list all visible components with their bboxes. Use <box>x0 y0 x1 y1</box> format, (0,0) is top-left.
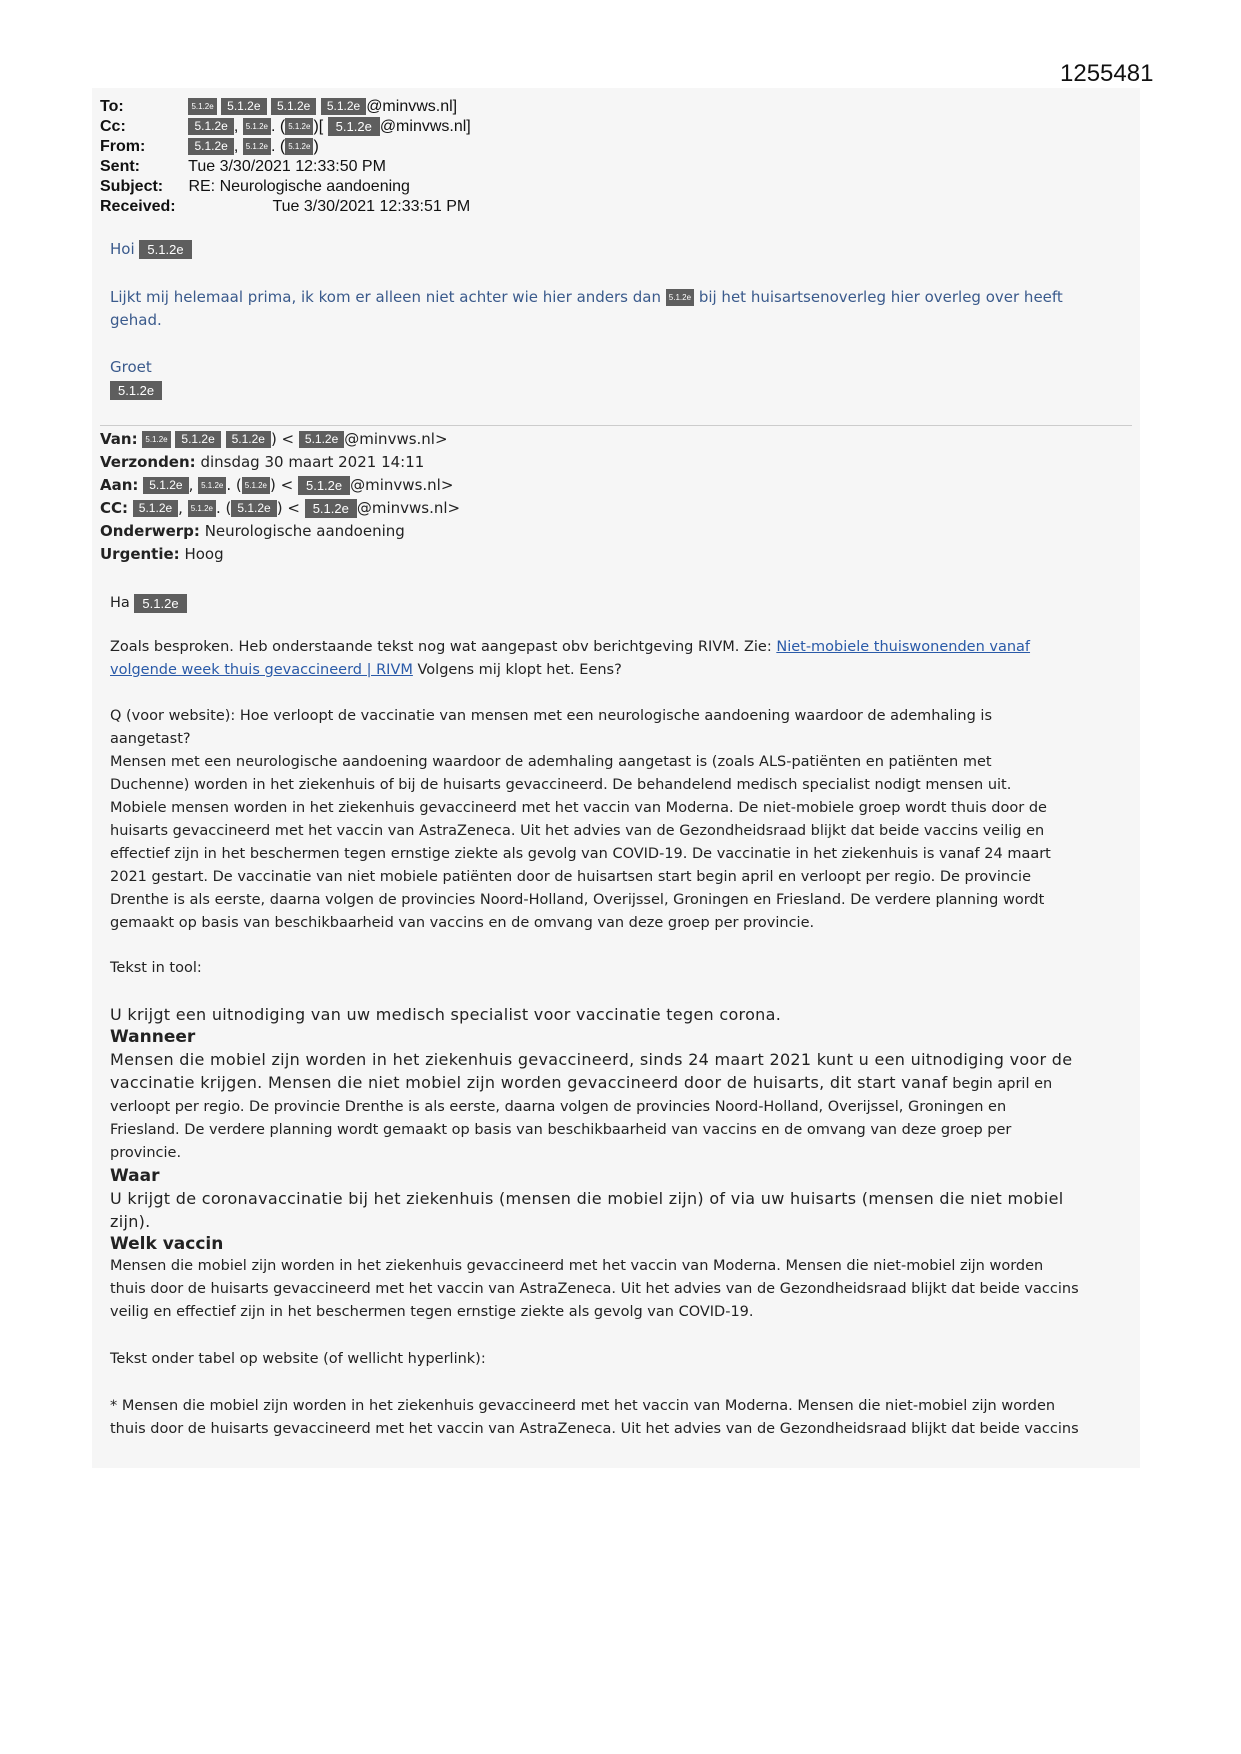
separator <box>100 425 1132 426</box>
sent-value: Tue 3/30/2021 12:33:50 PM <box>188 158 386 175</box>
waar-heading: Waar <box>110 1166 160 1186</box>
urgentie-label: Urgentie: <box>100 545 180 563</box>
subject-label: Subject: <box>100 178 164 195</box>
answer-line: Mensen met een neurologische aandoening waardoor de ademhaling aangetast is (zoals ALS-patiënten en patiënten met <box>110 754 992 770</box>
urgentie-row <box>100 543 1130 566</box>
rivm-link[interactable]: Niet-mobiele thuiswonenden vanaf <box>776 639 1031 655</box>
cc-label: Cc: <box>100 118 126 135</box>
reply-paragraph <box>110 286 1110 332</box>
redaction: 5.1.2e <box>133 500 178 517</box>
van-label: Van: <box>100 430 138 448</box>
email-header <box>100 97 471 217</box>
redaction: 5.1.2e <box>271 98 316 115</box>
redaction: 5.1.2e <box>188 118 233 135</box>
wanneer-line: vaccinatie krijgen. Mensen die niet mobiel zijn worden gevaccineerd door de huisarts, dit start vanaf <box>110 1073 948 1092</box>
redaction: 5.1.2e <box>242 477 270 494</box>
intro-paragraph <box>110 636 1128 682</box>
wanneer-line: provincie. <box>110 1145 182 1161</box>
tabel-line: * Mensen die mobiel zijn worden in het ziekenhuis gevaccineerd met het vaccin van Moderna. Mensen die niet-mobiel zijn worden <box>110 1398 1056 1414</box>
redaction: 5.1.2e <box>221 98 266 115</box>
verzonden-row <box>100 451 1130 474</box>
received-label: Received: <box>100 198 176 215</box>
redaction: 5.1.2e <box>188 98 216 115</box>
answer-line: gemaakt op basis van beschikbaarheid van vaccins en de omvang van deze groep per provincie. <box>110 915 815 931</box>
redaction: 5.1.2e <box>328 117 380 136</box>
original-greeting <box>110 592 1128 615</box>
answer-line: 2021 gestart. De vaccinatie van niet mobiele patiënten door de huisartsen start begin april en verloopt per regio. De provincie <box>110 869 1031 885</box>
sent-label: Sent: <box>100 158 140 175</box>
cc2-domain: @minvws.nl> <box>356 499 461 517</box>
greeting-text: Ha <box>110 595 130 611</box>
onderwerp-row <box>100 520 1130 543</box>
redaction: 5.1.2e <box>175 431 220 448</box>
redaction: 5.1.2e <box>321 98 366 115</box>
redaction: 5.1.2e <box>188 138 233 155</box>
vaccin-heading: Welk vaccin <box>110 1234 224 1254</box>
urgentie-value: Hoog <box>184 545 224 563</box>
reply-closing-text: Groet <box>110 358 152 376</box>
answer-line: Mobiele mensen worden in het ziekenhuis gevaccineerd met het vaccin van Moderna. De niet-mobiele groep wordt thuis door de <box>110 800 1047 816</box>
van-row: Van: 5.1.2e 5.1.2e 5.1.2e ) < 5.1.2e @minvws.nl> <box>100 430 448 448</box>
reply-greeting-line <box>110 238 1110 261</box>
answer-line: Duchenne) worden in het ziekenhuis of bij de huisarts gevaccineerd. De behandelend medisch specialist nodigt mensen uit. <box>110 777 1012 793</box>
cc2-row: CC: 5.1.2e , 5.1.2e . ( 5.1.2e ) < 5.1.2e @minvws.nl> <box>100 499 461 517</box>
aan-row: Aan: 5.1.2e , 5.1.2e . ( 5.1.2e ) < 5.1.2e @minvws.nl> <box>100 476 454 494</box>
subject-row <box>100 177 471 197</box>
tool-label: Tekst in tool: <box>110 960 202 976</box>
reply-greeting: Hoi <box>110 240 135 258</box>
redaction: 5.1.2e <box>143 477 188 494</box>
redaction: 5.1.2e <box>231 500 276 517</box>
redaction: 5.1.2e <box>305 499 357 518</box>
waar-line: zijn). <box>110 1212 151 1231</box>
vaccin-line: veilig en effectief zijn in het beschermen tegen ernstige ziekte als gevolg van COVID-19. <box>110 1304 754 1320</box>
vaccin-line: thuis door de huisarts gevaccineerd met het vaccin van AstraZeneca. Uit het advies van de Gezondheidsraad blijkt dat beide vaccins <box>110 1281 1079 1297</box>
question-line: aangetast? <box>110 731 191 747</box>
reply-closing <box>110 356 1110 402</box>
redaction: 5.1.2e <box>666 289 694 306</box>
onderwerp-label: Onderwerp: <box>100 522 200 540</box>
answer-line: Drenthe is als eerste, daarna volgen de provincies Noord-Holland, Overijssel, Groningen en Friesland. De verdere planning wordt <box>110 892 1045 908</box>
redaction: 5.1.2e <box>243 138 271 155</box>
redaction: 5.1.2e <box>142 431 170 448</box>
van-domain: @minvws.nl> <box>344 430 448 448</box>
redaction: 5.1.2e <box>198 477 226 494</box>
wanneer-line: begin april en <box>952 1076 1053 1092</box>
tabel-text <box>110 1395 1128 1441</box>
to-domain: @minvws.nl] <box>366 98 458 115</box>
redaction: 5.1.2e <box>188 500 216 517</box>
redaction: 5.1.2e <box>298 476 350 495</box>
verzonden-label: Verzonden: <box>100 453 196 471</box>
redaction: 5.1.2e <box>299 431 344 448</box>
wanneer-line: Friesland. De verdere planning wordt gemaakt op basis van beschikbaarheid van vaccins en de omvang van deze groep per <box>110 1122 1012 1138</box>
answer-line: effectief zijn in het beschermen tegen ernstige ziekte als gevolg van COVID-19. De vaccinatie in het ziekenhuis is vanaf 24 maart <box>110 846 1051 862</box>
redaction: 5.1.2e <box>243 118 271 135</box>
tabel-label: Tekst onder tabel op website (of wellicht hyperlink): <box>110 1351 486 1367</box>
wanneer-line: Mensen die mobiel zijn worden in het ziekenhuis gevaccineerd, sinds 24 maart 2021 kunt u een uitnodiging voor de <box>110 1050 1073 1069</box>
verzonden-value: dinsdag 30 maart 2021 14:11 <box>200 453 425 471</box>
received-row <box>100 197 471 217</box>
vaccin-line: Mensen die mobiel zijn worden in het ziekenhuis gevaccineerd met het vaccin van Moderna. Mensen die niet-mobiel zijn worden <box>110 1258 1044 1274</box>
intro-text: Volgens mij klopt het. Eens? <box>417 662 622 678</box>
redaction: 5.1.2e <box>134 594 186 613</box>
redaction: 5.1.2e <box>110 381 162 400</box>
reply-text: bij het huisartsenoverleg hier overleg over heeft <box>698 288 1063 306</box>
redaction: 5.1.2e <box>285 118 313 135</box>
subject-value: RE: Neurologische aandoening <box>188 178 410 195</box>
cc-domain: @minvws.nl] <box>379 118 471 135</box>
aan-domain: @minvws.nl> <box>350 476 454 494</box>
qa-paragraph <box>110 705 1128 935</box>
document-number: 1255481 <box>1060 60 1154 87</box>
question-line: Q (voor website): Hoe verloopt de vaccinatie van mensen met een neurologische aandoening waardoor de ademhaling is <box>110 708 993 724</box>
cc-row: Cc: 5.1.2e , 5.1.2e . ( 5.1.2e )[ 5.1.2e @minvws.nl] <box>100 118 471 135</box>
tool-intro: U krijgt een uitnodiging van uw medisch specialist voor vaccinatie tegen corona. <box>110 1005 782 1024</box>
reply-text: gehad. <box>110 311 162 329</box>
cc2-label: CC: <box>100 499 129 517</box>
aan-label: Aan: <box>100 476 139 494</box>
received-value: Tue 3/30/2021 12:33:51 PM <box>272 198 471 215</box>
from-label: From: <box>100 138 146 155</box>
redaction: 5.1.2e <box>285 138 313 155</box>
rivm-link[interactable]: volgende week thuis gevaccineerd | RIVM <box>110 662 413 678</box>
wanneer-line: verloopt per regio. De provincie Drenthe is als eerste, daarna volgen de provincies Noord-Holland, Overijssel, Groningen en <box>110 1099 1007 1115</box>
from-row: From: 5.1.2e , 5.1.2e . ( 5.1.2e ) <box>100 138 319 155</box>
to-row <box>100 97 471 117</box>
tabel-line: thuis door de huisarts gevaccineerd met het vaccin van AstraZeneca. Uit het advies van de Gezondheidsraad blijkt dat beide vaccins <box>110 1421 1079 1437</box>
intro-text: Zoals besproken. Heb onderstaande tekst nog wat aangepast obv berichtgeving RIVM. Zie: <box>110 639 772 655</box>
tool-text <box>110 1003 1128 1324</box>
waar-line: U krijgt de coronavaccinatie bij het ziekenhuis (mensen die mobiel zijn) of via uw huisarts (mensen die niet mobiel <box>110 1189 1064 1208</box>
reply-text: Lijkt mij helemaal prima, ik kom er alleen niet achter wie hier anders dan <box>110 288 661 306</box>
to-label: To: <box>100 98 124 115</box>
answer-line: huisarts gevaccineerd met het vaccin van AstraZeneca. Uit het advies van de Gezondheidsraad blijkt dat beide vaccins veilig en <box>110 823 1045 839</box>
sent-row <box>100 157 471 177</box>
redaction: 5.1.2e <box>226 431 271 448</box>
original-header <box>100 428 1130 566</box>
redaction: 5.1.2e <box>139 240 191 259</box>
onderwerp-value: Neurologische aandoening <box>204 522 405 540</box>
wanneer-heading: Wanneer <box>110 1027 196 1047</box>
